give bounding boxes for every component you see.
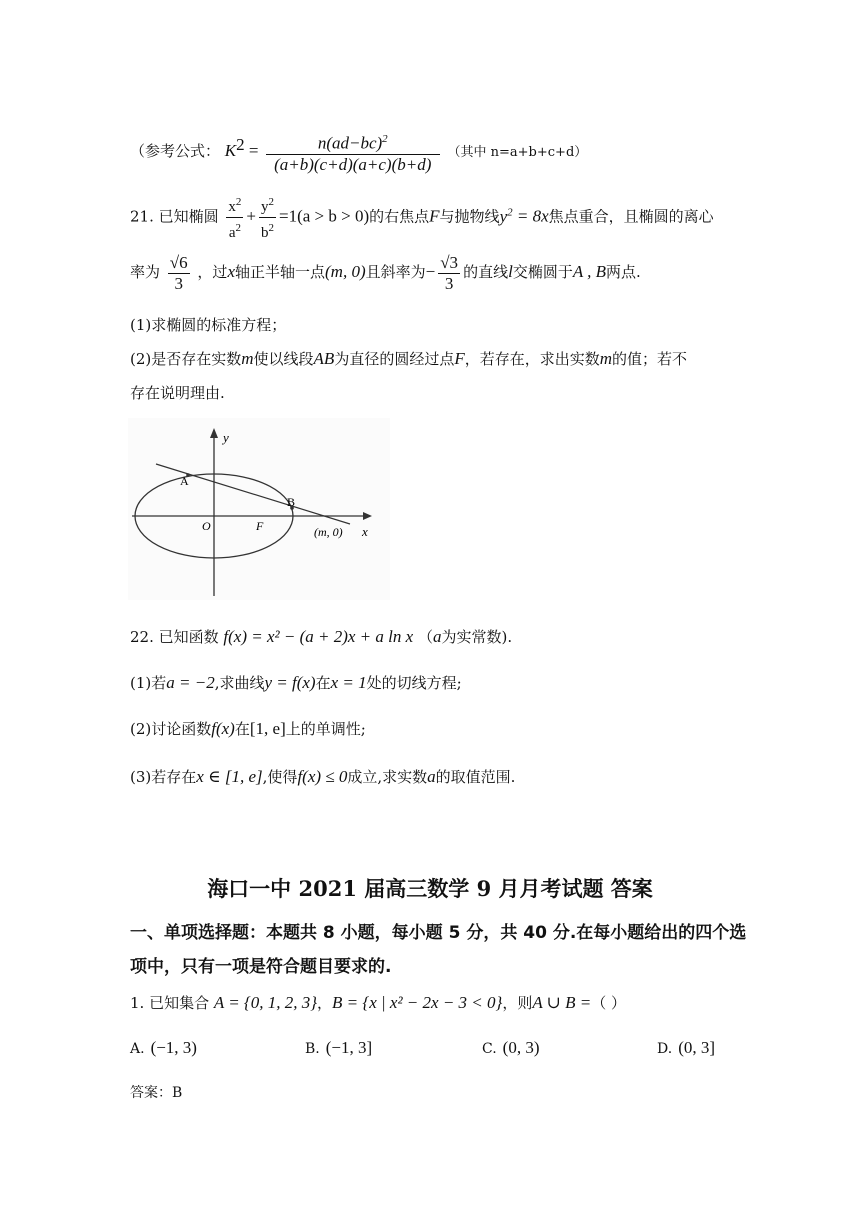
q22-p1-x: x = 1: [330, 673, 367, 692]
q22-p3-c: 成立,求实数: [347, 768, 428, 786]
formula-lhs: K: [224, 141, 237, 160]
q22-p1-c: 在: [315, 674, 331, 692]
q22-p3-b: ,使得: [262, 768, 298, 786]
option-c-value: (0, 3): [502, 1038, 540, 1057]
label-m: (m, 0): [314, 525, 343, 539]
ellipse-x-term: $\frac{x^2}{a^2}$: [226, 192, 243, 243]
q21-text-i: 交椭圆于: [512, 263, 573, 281]
q22-text-b: 为实常数).: [441, 628, 513, 646]
option-b-label: B.: [305, 1041, 320, 1057]
q21-p2-d: ，若存在，求出实数: [464, 350, 600, 368]
q21-line1: 21. 已知椭圆 $\frac{x^2}{a^2}$ + $\frac{y^2}{b^2}$ =1(a > b > 0)的右焦点F与抛物线$y^2 = 8x$焦点重合，且椭圆的离心: [130, 192, 714, 243]
option-a-value: (−1, 3): [150, 1038, 197, 1057]
option-d-label: D.: [657, 1041, 673, 1057]
q1-union: A ∪ B =: [532, 993, 592, 1012]
q22-p3-ineq: f(x) ≤ 0: [297, 767, 348, 786]
q22-p2-a: (2)讨论函数: [130, 720, 212, 738]
q21-text-j: 两点.: [606, 263, 641, 281]
label-x: x: [362, 524, 368, 539]
q22-p3-x: x ∈ [1, e]: [196, 767, 263, 786]
q21-text-b: 与抛物线: [439, 207, 500, 226]
formula-note: （其中 n=a+b+c+d）: [447, 145, 588, 160]
option-a-label: A.: [130, 1041, 145, 1057]
q22-p2-f: f(x): [211, 719, 235, 738]
label-y: y: [223, 430, 229, 445]
q21-p2-c: 为直径的圆经过点: [334, 350, 455, 368]
eccentricity-fraction: [168, 253, 190, 294]
q21-text-e: ，过: [197, 263, 228, 281]
q22-function: f(x) = x² − (a + 2)x + a ln x: [223, 627, 414, 646]
section1-heading-line2: 项中，只有一项是符合题目要求的.: [130, 957, 392, 977]
q1-setA: A = {0, 1, 2, 3}: [213, 993, 318, 1012]
answer-title: 海口一中 2021 届高三数学 9 月月考试题 答案: [207, 876, 653, 901]
q22-p1-a: (1)若: [130, 674, 167, 692]
q22-part1: [130, 672, 462, 694]
q1-option-b: [305, 1038, 372, 1058]
slope-den: 3: [444, 273, 454, 293]
formula-label: （参考公式：: [130, 142, 221, 160]
q22-text-a: （: [417, 628, 433, 646]
q1-sep: ，: [317, 994, 333, 1012]
q22-p3-a2: a: [427, 767, 436, 786]
q1-option-d: [657, 1038, 715, 1058]
q21-part2-cont: 存在说明理由.: [130, 384, 225, 402]
q22-p1-cond: a = −2: [166, 673, 215, 692]
ecc-den: 3: [174, 273, 183, 293]
q22-p1-b: ,求曲线: [214, 674, 265, 692]
q1-mid: ，则: [502, 994, 533, 1012]
label-A: A: [180, 474, 189, 488]
ellipse-condition: =1(a > b > 0): [279, 206, 370, 226]
formula-numerator: n(ad−bc): [317, 133, 383, 153]
q22-p2-int: [1, e]: [249, 719, 286, 738]
ecc-num: √6: [169, 252, 188, 272]
q21-p2-m: m: [241, 349, 254, 368]
q22-p3-a: (3)若存在: [130, 768, 197, 786]
parabola-eq: = 8x: [516, 206, 549, 226]
q1-prefix: 1. 已知集合: [130, 994, 210, 1012]
q21-text-g: 且斜率为: [365, 263, 426, 281]
q22-part3: [130, 766, 515, 788]
q21-prefix: 21. 已知椭圆: [130, 207, 219, 226]
q21-p2-AB: AB: [313, 349, 335, 368]
q1-answer: 答案：B: [130, 1085, 183, 1101]
figure-background: [128, 418, 390, 600]
label-F: F: [256, 519, 264, 533]
q21-p2-b: 使以线段: [253, 350, 314, 368]
q21-p2-m2: m: [599, 349, 613, 368]
ellipse-figure: [128, 418, 390, 600]
label-B: B: [287, 495, 296, 509]
q22-p2-b: 在: [234, 720, 250, 738]
option-c-label: C.: [482, 1041, 497, 1057]
slope-sign: −: [425, 262, 436, 281]
q22-p2-c: 上的单调性;: [285, 720, 366, 738]
ellipse-y-term: $\frac{y^2}{b^2}$: [259, 192, 276, 243]
q21-text-a: 的右焦点: [369, 207, 430, 226]
q1-line: [130, 992, 626, 1014]
option-d-value: (0, 3]: [678, 1038, 716, 1057]
slope-num: √3: [440, 252, 459, 272]
q22-p3-d: 的取值范围.: [435, 768, 516, 786]
slope-fraction: [438, 253, 460, 294]
reference-formula: （参考公式： $K^2$ = $\frac{n(ad-bc)^2}{(a+b)(c+d)(a+c)(b+d)}$ （其中 n=a+b+c+d）: [130, 125, 587, 175]
q1-option-c: [482, 1038, 540, 1058]
q22-part2: [130, 718, 366, 740]
q21-x: x: [227, 262, 235, 281]
q22-a: a: [432, 627, 442, 646]
label-O: O: [202, 519, 211, 533]
q1-setB: B = {x | x² − 2x − 3 < 0}: [332, 993, 503, 1012]
q21-line2: [130, 250, 641, 294]
q21-part1: (1)求椭圆的标准方程；: [130, 316, 287, 334]
option-b-value: (−1, 3]: [325, 1038, 373, 1057]
q21-F: F: [429, 206, 440, 226]
q21-text-h: 的直线: [463, 263, 509, 281]
q1-option-a: [130, 1038, 197, 1058]
q22-p1-curve: y = f(x): [264, 673, 316, 692]
q22-prefix: 22. 已知函数: [130, 628, 219, 646]
q22-line1: [130, 626, 512, 648]
formula-denominator: (a+b)(c+d)(a+c)(b+d): [274, 154, 432, 174]
q21-text-c: 焦点重合，且椭圆的离心: [548, 207, 714, 226]
q1-paren: （ ）: [591, 994, 627, 1012]
q21-part2: [130, 348, 687, 370]
section1-heading-line1: 一、单项选择题：本题共 8 小题，每小题 5 分，共 40 分.在每小题给出的四个选: [130, 923, 747, 943]
q22-p1-d: 处的切线方程;: [366, 674, 462, 692]
q21-p2-a: (2)是否存在实数: [130, 350, 242, 368]
q21-point: (m, 0): [325, 262, 366, 281]
q21-text-d: 率为: [130, 263, 161, 281]
q21-text-f: 轴正半轴一点: [234, 263, 325, 281]
q21-p2-e: 的值；若不: [612, 350, 688, 368]
q21-l: l: [508, 262, 513, 281]
q21-p2-F: F: [454, 349, 465, 368]
formula-fraction: $\frac{n(ad-bc)^2}{(a+b)(c+d)(a+c)(b+d)}$: [266, 129, 440, 175]
q21-AB: A , B: [572, 262, 607, 281]
